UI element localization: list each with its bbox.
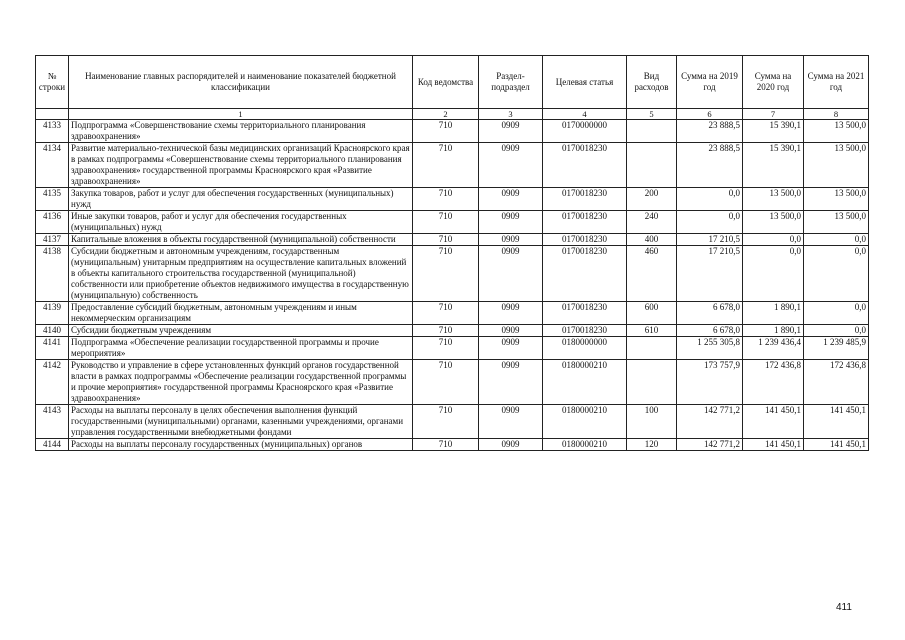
amount-2019: 142 771,2 <box>677 405 743 439</box>
row-name: Подпрограмма «Совершенствование схемы территориального планирования здравоохранения» <box>69 120 413 143</box>
row-number: 4143 <box>36 405 69 439</box>
amount-2021: 141 450,1 <box>804 405 869 439</box>
table-row <box>36 405 869 439</box>
row-number: 4141 <box>36 337 69 360</box>
department-code: 710 <box>413 234 479 246</box>
row-number: 4137 <box>36 234 69 246</box>
row-name: Развитие материально-технической базы медицинских организаций Красноярского края в рамках подпрограммы «Совершенствование схемы территориального планирования здравоохранения» государственной программы Красноярского края «Развитие здравоохранения» <box>69 143 413 188</box>
amount-2020: 0,0 <box>743 234 804 246</box>
section-code: 0909 <box>479 188 543 211</box>
amount-2020: 172 436,8 <box>743 360 804 405</box>
column-header: Сумма на 2019 год <box>677 56 743 109</box>
column-header: Целевая статья <box>543 56 627 109</box>
row-number: 4138 <box>36 246 69 302</box>
expense-type: 200 <box>627 188 677 211</box>
section-code: 0909 <box>479 337 543 360</box>
amount-2021: 0,0 <box>804 246 869 302</box>
amount-2021: 13 500,0 <box>804 120 869 143</box>
row-number: 4133 <box>36 120 69 143</box>
column-header: Наименование главных распорядителей и наименование показателей бюджетной классификации <box>69 56 413 109</box>
amount-2020: 0,0 <box>743 246 804 302</box>
row-name: Закупка товаров, работ и услуг для обеспечения государственных (муниципальных) нужд <box>69 188 413 211</box>
department-code: 710 <box>413 246 479 302</box>
section-code: 0909 <box>479 325 543 337</box>
amount-2021: 1 239 485,9 <box>804 337 869 360</box>
target-article: 0170018230 <box>543 143 627 188</box>
department-code: 710 <box>413 439 479 451</box>
table-row <box>36 439 869 451</box>
row-name: Руководство и управление в сфере установленных функций органов государственной власти в рамках подпрограммы «Обеспечение реализации государственной программы и прочие мероприятия» государственной программы Красноярского края «Развитие здравоохранения» <box>69 360 413 405</box>
expense-type: 240 <box>627 211 677 234</box>
amount-2019: 142 771,2 <box>677 439 743 451</box>
amount-2019: 1 255 305,8 <box>677 337 743 360</box>
row-name: Субсидии бюджетным учреждениям <box>69 325 413 337</box>
column-number: 2 <box>413 109 479 120</box>
column-header: Сумма на 2021 год <box>804 56 869 109</box>
table-row <box>36 360 869 405</box>
amount-2020: 15 390,1 <box>743 120 804 143</box>
amount-2019: 0,0 <box>677 211 743 234</box>
expense-type: 120 <box>627 439 677 451</box>
row-name: Иные закупки товаров, работ и услуг для обеспечения государственных (муниципальных) нужд <box>69 211 413 234</box>
header-row <box>36 56 869 109</box>
target-article: 0170000000 <box>543 120 627 143</box>
expense-type: 460 <box>627 246 677 302</box>
target-article: 0180000210 <box>543 360 627 405</box>
row-name: Расходы на выплаты персоналу государственных (муниципальных) органов <box>69 439 413 451</box>
row-name: Подпрограмма «Обеспечение реализации государственной программы и прочие мероприятия» <box>69 337 413 360</box>
column-header: Раздел-подраздел <box>479 56 543 109</box>
column-header: Вид расходов <box>627 56 677 109</box>
expense-type <box>627 337 677 360</box>
row-name: Расходы на выплаты персоналу в целях обеспечения выполнения функций государственными (муниципальными) органами, казенными учреждениями, органами управления государственными внебюджетными фондами <box>69 405 413 439</box>
section-code: 0909 <box>479 246 543 302</box>
column-number: 6 <box>677 109 743 120</box>
expense-type: 100 <box>627 405 677 439</box>
department-code: 710 <box>413 360 479 405</box>
column-number: 7 <box>743 109 804 120</box>
amount-2019: 17 210,5 <box>677 246 743 302</box>
amount-2020: 141 450,1 <box>743 439 804 451</box>
page-number: 411 <box>836 602 852 613</box>
budget-table <box>35 55 869 451</box>
row-name: Предоставление субсидий бюджетным, автономным учреждениям и иным некоммерческим организациям <box>69 302 413 325</box>
row-number: 4135 <box>36 188 69 211</box>
target-article: 0170018230 <box>543 188 627 211</box>
expense-type <box>627 120 677 143</box>
section-code: 0909 <box>479 360 543 405</box>
table-row <box>36 188 869 211</box>
expense-type <box>627 143 677 188</box>
target-article: 0170018230 <box>543 302 627 325</box>
department-code: 710 <box>413 188 479 211</box>
row-number: 4136 <box>36 211 69 234</box>
amount-2021: 13 500,0 <box>804 143 869 188</box>
column-header: Сумма на 2020 год <box>743 56 804 109</box>
amount-2020: 1 890,1 <box>743 325 804 337</box>
column-number: 4 <box>543 109 627 120</box>
row-number: 4142 <box>36 360 69 405</box>
amount-2020: 141 450,1 <box>743 405 804 439</box>
column-header: Код ведомства <box>413 56 479 109</box>
row-number: 4144 <box>36 439 69 451</box>
department-code: 710 <box>413 325 479 337</box>
table-row <box>36 234 869 246</box>
department-code: 710 <box>413 143 479 188</box>
column-number: 3 <box>479 109 543 120</box>
target-article: 0180000210 <box>543 439 627 451</box>
row-number: 4139 <box>36 302 69 325</box>
amount-2020: 13 500,0 <box>743 211 804 234</box>
section-code: 0909 <box>479 302 543 325</box>
table-row <box>36 143 869 188</box>
table-row <box>36 302 869 325</box>
amount-2019: 23 888,5 <box>677 120 743 143</box>
amount-2021: 0,0 <box>804 234 869 246</box>
expense-type: 400 <box>627 234 677 246</box>
target-article: 0180000210 <box>543 405 627 439</box>
expense-type <box>627 360 677 405</box>
row-number: 4140 <box>36 325 69 337</box>
target-article: 0170018230 <box>543 211 627 234</box>
section-code: 0909 <box>479 143 543 188</box>
section-code: 0909 <box>479 211 543 234</box>
amount-2021: 0,0 <box>804 325 869 337</box>
amount-2020: 1 890,1 <box>743 302 804 325</box>
column-number <box>36 109 69 120</box>
target-article: 0170018230 <box>543 234 627 246</box>
table-row <box>36 325 869 337</box>
amount-2021: 0,0 <box>804 302 869 325</box>
department-code: 710 <box>413 405 479 439</box>
table-row <box>36 211 869 234</box>
section-code: 0909 <box>479 234 543 246</box>
column-number: 1 <box>69 109 413 120</box>
table-row <box>36 246 869 302</box>
column-number: 8 <box>804 109 869 120</box>
amount-2019: 0,0 <box>677 188 743 211</box>
amount-2019: 173 757,9 <box>677 360 743 405</box>
table-body <box>36 120 869 451</box>
row-number: 4134 <box>36 143 69 188</box>
target-article: 0180000000 <box>543 337 627 360</box>
section-code: 0909 <box>479 120 543 143</box>
row-name: Капитальные вложения в объекты государственной (муниципальной) собственности <box>69 234 413 246</box>
column-header: № строки <box>36 56 69 109</box>
target-article: 0170018230 <box>543 325 627 337</box>
column-number: 5 <box>627 109 677 120</box>
department-code: 710 <box>413 337 479 360</box>
department-code: 710 <box>413 302 479 325</box>
amount-2020: 1 239 436,4 <box>743 337 804 360</box>
department-code: 710 <box>413 211 479 234</box>
target-article: 0170018230 <box>543 246 627 302</box>
amount-2019: 17 210,5 <box>677 234 743 246</box>
expense-type: 600 <box>627 302 677 325</box>
table-row <box>36 337 869 360</box>
amount-2021: 141 450,1 <box>804 439 869 451</box>
amount-2019: 6 678,0 <box>677 302 743 325</box>
amount-2020: 15 390,1 <box>743 143 804 188</box>
amount-2019: 23 888,5 <box>677 143 743 188</box>
amount-2021: 13 500,0 <box>804 211 869 234</box>
section-code: 0909 <box>479 439 543 451</box>
amount-2021: 172 436,8 <box>804 360 869 405</box>
expense-type: 610 <box>627 325 677 337</box>
amount-2021: 13 500,0 <box>804 188 869 211</box>
row-name: Субсидии бюджетным и автономным учреждениям, государственным (муниципальным) унитарным предприятиям на осуществление капитальных вложений в объекты капитального строительства государственной (муниципальной) собственности или приобретение объектов недвижимого имущества в государственную (муниципальную) собственность <box>69 246 413 302</box>
amount-2019: 6 678,0 <box>677 325 743 337</box>
amount-2020: 13 500,0 <box>743 188 804 211</box>
department-code: 710 <box>413 120 479 143</box>
section-code: 0909 <box>479 405 543 439</box>
column-number-row <box>36 109 869 120</box>
table-row <box>36 120 869 143</box>
